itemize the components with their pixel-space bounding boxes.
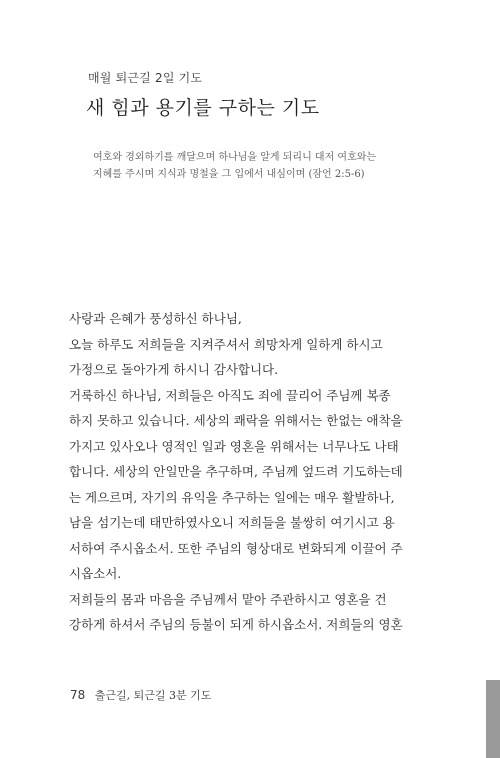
body-line: 오늘 하루도 저희들을 지켜주셔서 희망차게 일하게 하시고 [69, 336, 383, 352]
chapter-edge-tab [486, 680, 500, 758]
body-line: 남을 섬기는데 태만하였사오니 저희들을 불쌍히 여기시고 용 [69, 515, 395, 530]
page-number: 78 [70, 688, 86, 702]
epigraph-line: 여호와 경외하기를 깨달으며 하나님을 알게 되리니 대저 여호와는 [93, 152, 377, 163]
body-line: 합니다. 세상의 안일만을 추구하며, 주님께 엎드려 기도하는데 [69, 464, 403, 479]
epigraph-line: 지혜를 주시며 지식과 명철을 그 입에서 내심이며 (잠언 2:5-6) [93, 169, 365, 180]
body-line: 저희들의 몸과 마음을 주님께서 맡아 주관하시고 영혼을 건 [69, 591, 387, 607]
body-line: 사랑과 은혜가 풍성하신 하나님, [69, 311, 242, 326]
body-line: 거룩하신 하나님, 저희들은 아직도 죄에 끌리어 주님께 복종 [69, 387, 391, 403]
body-line: 하지 못하고 있습니다. 세상의 쾌락을 위해서는 한없는 애착을 [69, 413, 403, 428]
epigraph [93, 149, 433, 183]
book-title: 출근길, 퇴근길 3분 기도 [94, 689, 212, 702]
page-title: 새 힘과 용기를 구하는 기도 [86, 97, 320, 119]
body-line: 가지고 있사오나 영적인 일과 영혼을 위해서는 너무나도 나태 [69, 438, 399, 454]
body-line: 시옵소서. [69, 566, 122, 581]
prayer-body [69, 306, 439, 638]
page-footer [70, 687, 211, 703]
body-line: 강하게 하셔서 주님의 등불이 되게 하시옵소서. 저희들의 영혼 [69, 617, 403, 632]
series-label: 매월 퇴근길 2일 기도 [88, 71, 203, 85]
body-line: 서하여 주시옵소서. 또한 주님의 형상대로 변화되게 이끌어 주 [69, 540, 403, 556]
body-line: 는 게으르며, 자기의 유익을 추구하는 일에는 매우 활발하나, [69, 489, 395, 505]
body-line: 가정으로 돌아가게 하시니 감사합니다. [69, 362, 279, 377]
